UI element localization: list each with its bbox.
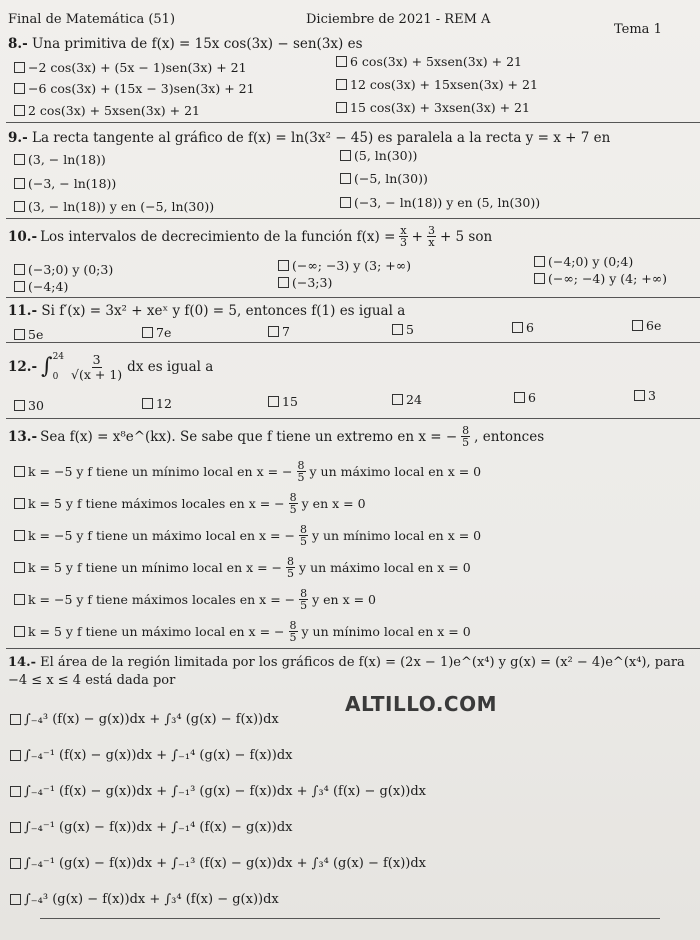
- option-text: ∫₋₄⁻¹ (f(x) − g(x))dx + ∫₋₁⁴ (g(x) − f(x))dx: [24, 748, 293, 763]
- fraction-8-over-5: [299, 524, 308, 547]
- option-text-pre: k = 5 y f tiene máximos locales en x = −: [28, 496, 285, 511]
- plus-sign: +: [411, 228, 423, 245]
- question-10: [8, 225, 700, 248]
- denominator: 5: [289, 503, 297, 516]
- checkbox[interactable]: [632, 320, 643, 331]
- q13-option-6[interactable]: [14, 620, 471, 643]
- fraction-8-over-5: [299, 588, 308, 611]
- question-11: [8, 303, 700, 319]
- option-text: 6 cos(3x) + 5xsen(3x) + 21: [350, 54, 522, 69]
- checkbox[interactable]: [14, 154, 25, 165]
- question-11-statement: [8, 303, 700, 319]
- option-text-pre: k = −5 y f tiene máximos locales en x = −: [28, 592, 296, 607]
- question-9-statement: [8, 130, 700, 146]
- checkbox[interactable]: [14, 466, 25, 477]
- q13-option-3[interactable]: [14, 524, 481, 547]
- q8-option-3[interactable]: [14, 81, 255, 96]
- q11-option-6[interactable]: [632, 318, 661, 333]
- denominator: √(x + 1): [71, 366, 123, 382]
- checkbox[interactable]: [14, 62, 25, 73]
- option-text-pre: k = −5 y f tiene un máximo local en x = −: [28, 528, 295, 543]
- checkbox[interactable]: [336, 102, 347, 113]
- q14-option-1[interactable]: [10, 712, 279, 727]
- watermark: ALTILLO.COM: [345, 692, 498, 716]
- checkbox[interactable]: [14, 83, 25, 94]
- q14-option-5[interactable]: [10, 856, 426, 871]
- checkbox[interactable]: [534, 273, 545, 284]
- option-text-post: y en x = 0: [301, 496, 366, 511]
- checkbox[interactable]: [14, 281, 25, 292]
- checkbox[interactable]: [268, 396, 279, 407]
- checkbox[interactable]: [14, 201, 25, 212]
- checkbox[interactable]: [514, 392, 525, 403]
- option-text: ∫₋₄³ (f(x) − g(x))dx + ∫₃⁴ (g(x) − f(x))dx: [24, 712, 279, 727]
- q11-option-4[interactable]: [392, 322, 414, 337]
- exam-tema: Tema 1: [614, 22, 662, 37]
- question-14-text-line1: El área de la región limitada por los gráficos de f(x) = (2x − 1)e^(x⁴) y g(x) = (x² − 4)e^(x⁴), para: [40, 655, 685, 670]
- option-text: 7e: [156, 325, 172, 340]
- q13-option-1[interactable]: [14, 460, 481, 483]
- option-text: (−4;4): [28, 279, 69, 294]
- question-11-number: 11.-: [8, 303, 38, 319]
- fraction-3-over-x: [427, 225, 436, 248]
- checkbox[interactable]: [14, 498, 25, 509]
- option-text: 12: [156, 396, 172, 411]
- checkbox[interactable]: [392, 324, 403, 335]
- q8-option-6[interactable]: [336, 100, 530, 115]
- question-8: [8, 36, 700, 52]
- divider: [6, 122, 700, 123]
- numerator: 8: [299, 523, 307, 536]
- checkbox[interactable]: [336, 56, 347, 67]
- q10-option-6[interactable]: [534, 271, 667, 286]
- option-text: ∫₋₄⁻¹ (g(x) − f(x))dx + ∫₋₁⁴ (f(x) − g(x))dx: [24, 820, 293, 835]
- numerator: 8: [287, 555, 295, 568]
- q9-option-4[interactable]: [340, 171, 428, 186]
- denominator: 5: [462, 436, 470, 449]
- question-10-statement: [8, 225, 700, 248]
- question-14-statement-line1: [8, 655, 700, 670]
- q13-option-2[interactable]: [14, 492, 366, 515]
- question-10-text-a: Los intervalos de decrecimiento de la función f(x) =: [40, 228, 396, 245]
- q10-option-1[interactable]: [14, 262, 113, 277]
- option-text: 15: [282, 394, 298, 409]
- checkbox[interactable]: [10, 750, 21, 761]
- q14-option-6[interactable]: [10, 892, 279, 907]
- option-text: 12 cos(3x) + 15xsen(3x) + 21: [350, 77, 538, 92]
- question-10-number: 10.-: [8, 228, 38, 245]
- option-text: (5, ln(30)): [354, 148, 418, 163]
- checkbox[interactable]: [10, 858, 21, 869]
- option-text-pre: k = 5 y f tiene un mínimo local en x = −: [28, 560, 283, 575]
- checkbox[interactable]: [14, 264, 25, 275]
- question-9-number: 9.-: [8, 130, 28, 146]
- q9-option-3[interactable]: [14, 176, 116, 191]
- option-text-post: y un máximo local en x = 0: [309, 464, 482, 479]
- option-text: 6: [526, 320, 534, 335]
- fraction-x-over-3: [399, 225, 407, 248]
- numerator: 3: [92, 351, 101, 367]
- fraction-8-over-5: [289, 620, 298, 643]
- q12-option-1[interactable]: [14, 398, 44, 413]
- option-text: −6 cos(3x) + (15x − 3)sen(3x) + 21: [28, 81, 255, 96]
- denominator: 5: [289, 631, 297, 644]
- question-13: [8, 425, 700, 448]
- checkbox[interactable]: [14, 329, 25, 340]
- question-12-statement: [8, 352, 700, 382]
- q9-option-5[interactable]: [14, 199, 214, 214]
- numerator: x: [400, 224, 407, 237]
- fraction-8-over-5: [289, 492, 298, 515]
- q8-option-5[interactable]: [14, 103, 200, 118]
- option-text: 6: [528, 390, 536, 405]
- question-8-number: 8.-: [8, 36, 28, 52]
- q11-option-5[interactable]: [512, 320, 534, 335]
- q9-option-2[interactable]: [340, 148, 417, 163]
- checkbox[interactable]: [392, 394, 403, 405]
- option-text: (−5, ln(30)): [354, 171, 428, 186]
- divider: [6, 418, 700, 419]
- option-text-pre: k = 5 y f tiene un máximo local en x = −: [28, 624, 285, 639]
- option-text: (−3, − ln(18)): [28, 176, 117, 191]
- question-14: [8, 655, 700, 688]
- option-text: 5: [406, 322, 414, 337]
- checkbox[interactable]: [278, 277, 289, 288]
- q12-option-4[interactable]: [392, 392, 422, 407]
- checkbox[interactable]: [268, 326, 279, 337]
- divider: [6, 342, 700, 343]
- q14-option-3[interactable]: [10, 784, 426, 799]
- divider: [40, 918, 660, 919]
- course-title: Final de Matemática (51): [8, 12, 176, 27]
- checkbox[interactable]: [142, 398, 153, 409]
- checkbox[interactable]: [340, 150, 351, 161]
- option-text: 6e: [646, 318, 662, 333]
- question-12-tail: dx es igual a: [127, 359, 214, 375]
- question-9-text: La recta tangente al gráfico de f(x) = ln(3x² − 45) es paralela a la recta y = x + 7 en: [32, 130, 611, 146]
- q8-option-4[interactable]: [336, 77, 538, 92]
- denominator: 5: [287, 567, 295, 580]
- question-12-number: 12.-: [8, 359, 38, 375]
- question-13-text-b: , entonces: [474, 428, 545, 445]
- option-text: 24: [406, 392, 422, 407]
- integral: [41, 352, 66, 382]
- fraction-8-over-5: [461, 425, 470, 448]
- divider: [6, 648, 700, 649]
- option-text: (3, − ln(18)) y en (−5, ln(30)): [28, 199, 215, 214]
- option-text: (−∞; −3) y (3; +∞): [292, 258, 412, 273]
- integral-limits: [53, 352, 64, 382]
- question-14-statement-line2: −4 ≤ x ≤ 4 está dada por: [8, 673, 176, 688]
- option-text: (3, − ln(18)): [28, 152, 106, 167]
- option-text: (−3;3): [292, 275, 333, 290]
- checkbox[interactable]: [14, 594, 25, 605]
- q10-option-5[interactable]: [278, 275, 332, 290]
- option-text-post: y en x = 0: [312, 592, 377, 607]
- q12-option-3[interactable]: [268, 394, 298, 409]
- checkbox[interactable]: [14, 105, 25, 116]
- divider: [6, 218, 700, 219]
- exam-date: Diciembre de 2021 - REM A: [306, 12, 491, 27]
- q12-option-5[interactable]: [514, 390, 536, 405]
- option-text: 30: [28, 398, 44, 413]
- numerator: 8: [289, 619, 297, 632]
- q11-option-2[interactable]: [142, 325, 171, 340]
- question-14-number: 14.-: [8, 655, 37, 670]
- question-13-number: 13.-: [8, 428, 38, 445]
- numerator: 3: [427, 224, 435, 237]
- q8-option-2[interactable]: [336, 54, 522, 69]
- option-text: (−3, − ln(18)) y en (5, ln(30)): [354, 195, 541, 210]
- checkbox[interactable]: [142, 327, 153, 338]
- q12-option-2[interactable]: [142, 396, 172, 411]
- denominator: x: [428, 236, 435, 249]
- option-text: 2 cos(3x) + 5xsen(3x) + 21: [28, 103, 200, 118]
- checkbox[interactable]: [512, 322, 523, 333]
- denominator: 5: [299, 535, 307, 548]
- q8-option-1[interactable]: [14, 60, 247, 75]
- divider: [6, 297, 700, 298]
- question-8-statement: [8, 36, 700, 52]
- q13-option-4[interactable]: [14, 556, 471, 579]
- option-text: (−3;0) y (0;3): [28, 262, 114, 277]
- integral-sign: ∫: [41, 354, 53, 379]
- checkbox[interactable]: [336, 79, 347, 90]
- checkbox[interactable]: [340, 173, 351, 184]
- checkbox[interactable]: [14, 562, 25, 573]
- numerator: 8: [297, 459, 305, 472]
- option-text: ∫₋₄³ (g(x) − f(x))dx + ∫₃⁴ (f(x) − g(x))dx: [24, 892, 279, 907]
- option-text: (−∞; −4) y (4; +∞): [548, 271, 668, 286]
- question-8-text: Una primitiva de f(x) = 15x cos(3x) − sen(3x) es: [32, 36, 363, 52]
- option-text-pre: k = −5 y f tiene un mínimo local en x = −: [28, 464, 293, 479]
- option-text-post: y un mínimo local en x = 0: [311, 528, 482, 543]
- option-text: (−4;0) y (0;4): [548, 254, 634, 269]
- checkbox[interactable]: [14, 178, 25, 189]
- q13-option-5[interactable]: [14, 588, 376, 611]
- q10-option-2[interactable]: [278, 258, 411, 273]
- checkbox[interactable]: [340, 197, 351, 208]
- fraction-8-over-5: [286, 556, 295, 579]
- upper-limit: 24: [52, 352, 65, 362]
- checkbox[interactable]: [278, 260, 289, 271]
- q11-option-3[interactable]: [268, 324, 290, 339]
- option-text: ∫₋₄⁻¹ (g(x) − f(x))dx + ∫₋₁³ (f(x) − g(x))dx + ∫₃⁴ (g(x) − f(x))dx: [24, 856, 426, 871]
- checkbox[interactable]: [10, 786, 21, 797]
- q14-option-4[interactable]: [10, 820, 292, 835]
- q14-option-2[interactable]: [10, 748, 292, 763]
- numerator: 8: [289, 491, 297, 504]
- option-text: −2 cos(3x) + (5x − 1)sen(3x) + 21: [28, 60, 247, 75]
- fraction-8-over-5: [297, 460, 306, 483]
- option-text-post: y un mínimo local en x = 0: [301, 624, 471, 639]
- q12-option-6[interactable]: [634, 388, 656, 403]
- option-text: 5e: [28, 327, 44, 342]
- question-13-text-a: Sea f(x) = x⁸e^(kx). Se sabe que f tiene un extremo en x = −: [40, 428, 458, 445]
- checkbox[interactable]: [14, 530, 25, 541]
- question-13-statement: [8, 425, 700, 448]
- checkbox[interactable]: [10, 822, 21, 833]
- numerator: 8: [300, 587, 308, 600]
- lower-limit: 0: [52, 372, 59, 382]
- option-text: 3: [648, 388, 656, 403]
- numerator: 8: [462, 424, 470, 437]
- checkbox[interactable]: [10, 894, 21, 905]
- question-9: [8, 130, 700, 146]
- q9-option-1[interactable]: [14, 152, 106, 167]
- question-12: [8, 352, 700, 382]
- integrand-fraction: [71, 353, 122, 382]
- option-text: 7: [282, 324, 290, 339]
- question-10-text-b: + 5 son: [439, 228, 493, 245]
- q10-option-4[interactable]: [14, 279, 68, 294]
- denominator: 5: [300, 599, 308, 612]
- checkbox[interactable]: [14, 400, 25, 411]
- q11-option-1[interactable]: [14, 327, 43, 342]
- checkbox[interactable]: [10, 714, 21, 725]
- question-11-text: Si f′(x) = 3x² + xeˣ y f(0) = 5, entonces f(1) es igual a: [41, 303, 406, 319]
- checkbox[interactable]: [634, 390, 645, 401]
- q10-option-3[interactable]: [534, 254, 633, 269]
- denominator: 3: [400, 236, 408, 249]
- q9-option-6[interactable]: [340, 195, 540, 210]
- denominator: 5: [297, 471, 305, 484]
- checkbox[interactable]: [534, 256, 545, 267]
- option-text-post: y un máximo local en x = 0: [299, 560, 471, 575]
- option-text: 15 cos(3x) + 3xsen(3x) + 21: [350, 100, 530, 115]
- checkbox[interactable]: [14, 626, 25, 637]
- option-text: ∫₋₄⁻¹ (f(x) − g(x))dx + ∫₋₁³ (g(x) − f(x))dx + ∫₃⁴ (f(x) − g(x))dx: [24, 784, 426, 799]
